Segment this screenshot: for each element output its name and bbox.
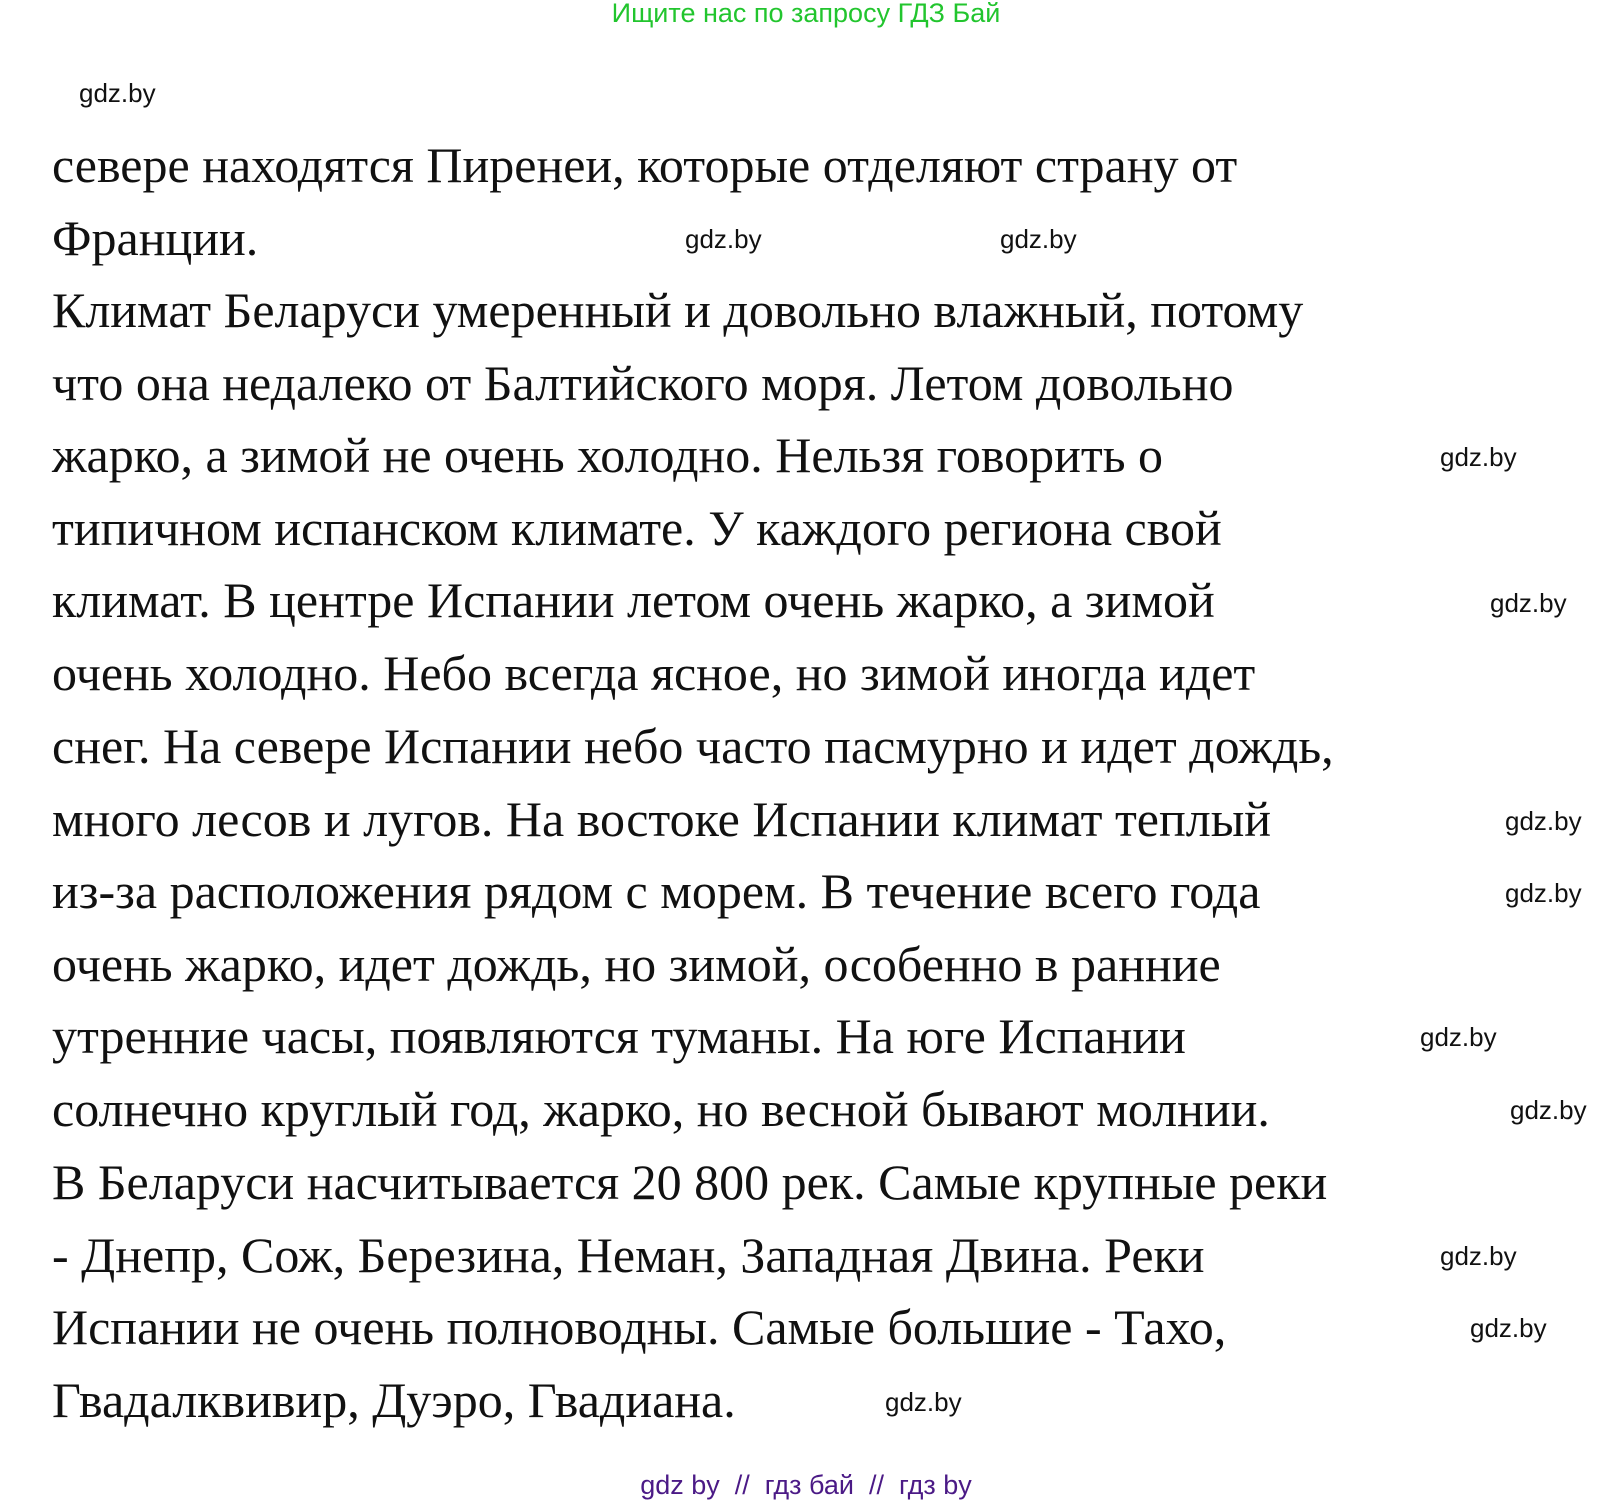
text-line: Гвадалквивир, Дуэро, Гвадиана. (52, 1372, 736, 1428)
watermark: gdz.by (1505, 806, 1582, 836)
text-line: севере находятся Пиренеи, которые отделяют страну от (52, 137, 1238, 193)
watermark: gdz.by (885, 1387, 962, 1417)
watermark: gdz.by (1470, 1313, 1547, 1343)
watermark: gdz.by (1510, 1095, 1587, 1125)
watermark: gdz.by (1440, 442, 1517, 472)
text-line: солнечно круглый год, жарко, но весной бывают молнии. (52, 1081, 1270, 1137)
watermark: gdz.by (1505, 878, 1582, 908)
text-line: Испании не очень полноводны. Самые большие - Тахо, (52, 1299, 1227, 1355)
text-line: жарко, а зимой не очень холодно. Нельзя говорить о (52, 427, 1164, 483)
text-line: - Днепр, Сож, Березина, Неман, Западная Двина. Реки (52, 1227, 1205, 1283)
text-line: очень жарко, идет дождь, но зимой, особенно в ранние (52, 936, 1221, 992)
text-line: снег. На севере Испании небо часто пасмурно и идет дождь, (52, 718, 1334, 774)
watermark: gdz.by (79, 78, 156, 108)
text-line: что она недалеко от Балтийского моря. Летом довольно (52, 355, 1234, 411)
text-line: из-за расположения рядом с морем. В течение всего года (52, 863, 1261, 919)
watermark: gdz.by (1420, 1022, 1497, 1052)
text-line: утренние часы, появляются туманы. На юге Испании (52, 1008, 1186, 1064)
text-line: Франции. (52, 210, 259, 266)
text-line: В Беларуси насчитывается 20 800 рек. Самые крупные реки (52, 1154, 1328, 1210)
search-hint-header: Ищите нас по запросу ГДЗ Бай (611, 0, 1001, 28)
text-line: много лесов и лугов. На востоке Испании климат теплый (52, 791, 1272, 847)
text-line: очень холодно. Небо всегда ясное, но зимой иногда идет (52, 645, 1256, 701)
watermark: gdz.by (1440, 1241, 1517, 1271)
watermark: gdz.by (685, 224, 762, 254)
text-line: типичном испанском климате. У каждого региона свой (52, 500, 1222, 556)
text-line: климат. В центре Испании летом очень жарко, а зимой (52, 572, 1215, 628)
text-line: Климат Беларуси умеренный и довольно влажный, потому (52, 282, 1304, 338)
watermark: gdz.by (1000, 224, 1077, 254)
watermark: gdz.by (1490, 588, 1567, 618)
footer-links: gdz by // гдз бай // гдз by (640, 1470, 972, 1500)
